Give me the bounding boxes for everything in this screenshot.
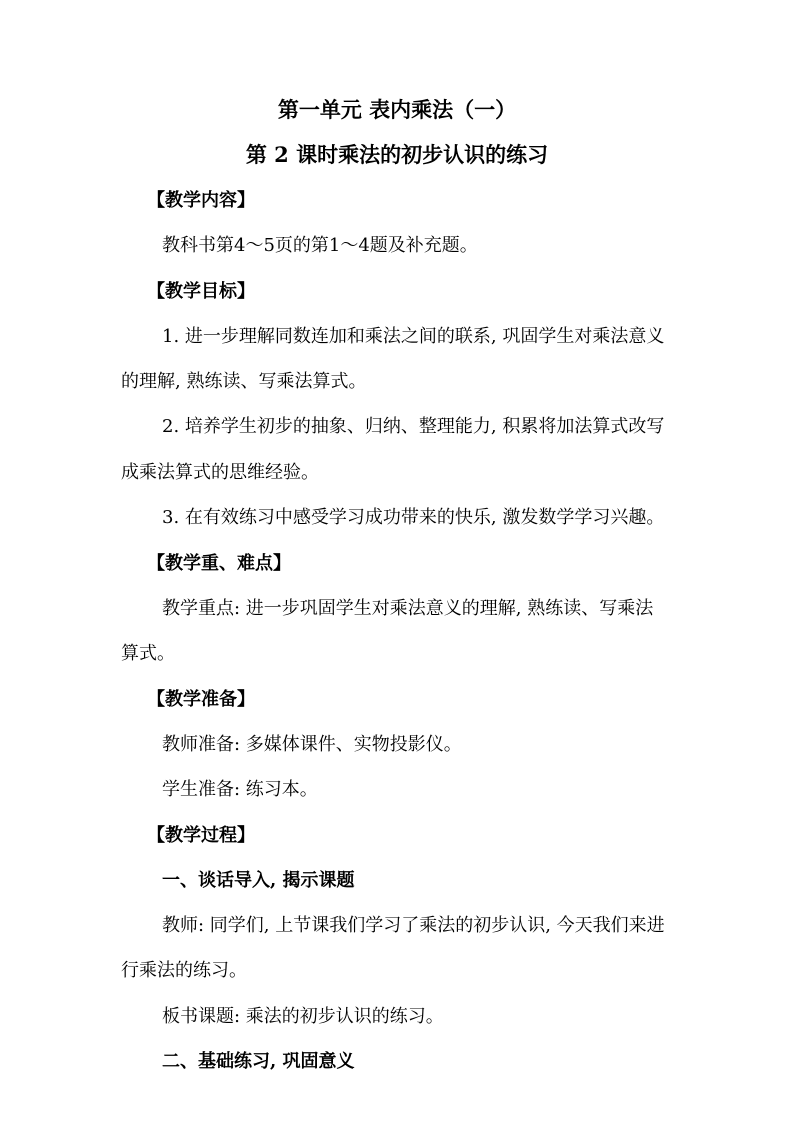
content-text: 教科书第4～5页的第1～4题及补充题。: [162, 235, 478, 256]
part-1-board-title: 板书课题: 乘法的初步认识的练习。: [162, 1006, 444, 1027]
section-heading-goals: 【教学目标】: [147, 281, 255, 302]
goal-2-line-2: 成乘法算式的思维经验。: [121, 462, 319, 483]
goal-1-line-2: 的理解, 熟练读、写乘法算式。: [121, 371, 367, 392]
key-point-line-2: 算式。: [121, 643, 175, 664]
section-heading-content: 【教学内容】: [147, 190, 255, 211]
part-2-heading: 二、基础练习, 巩固意义: [162, 1051, 355, 1072]
section-heading-preparation: 【教学准备】: [147, 689, 255, 710]
section-heading-process: 【教学过程】: [147, 825, 255, 846]
student-preparation: 学生准备: 练习本。: [162, 779, 318, 800]
goal-1-line-1: 1. 进一步理解同数连加和乘法之间的联系, 巩固学生对乘法意义: [162, 326, 665, 347]
lesson-title: 第 2 课时乘法的初步认识的练习: [245, 142, 549, 167]
key-point-line-1: 教学重点: 进一步巩固学生对乘法意义的理解, 熟练读、写乘法: [162, 598, 654, 619]
part-1-line-1: 教师: 同学们, 上节课我们学习了乘法的初步认识, 今天我们来进: [162, 915, 665, 936]
part-1-line-2: 行乘法的练习。: [121, 960, 247, 981]
teacher-preparation: 教师准备: 多媒体课件、实物投影仪。: [162, 734, 462, 755]
unit-title: 第一单元 表内乘法（一）: [277, 97, 517, 122]
goal-2-line-1: 2. 培养学生初步的抽象、归纳、整理能力, 积累将加法算式改写: [162, 416, 665, 437]
part-1-heading: 一、谈话导入, 揭示课题: [162, 870, 355, 891]
section-heading-key-points: 【教学重、难点】: [147, 553, 291, 574]
goal-3-line-1: 3. 在有效练习中感受学习成功带来的快乐, 激发数学学习兴趣。: [162, 507, 665, 528]
